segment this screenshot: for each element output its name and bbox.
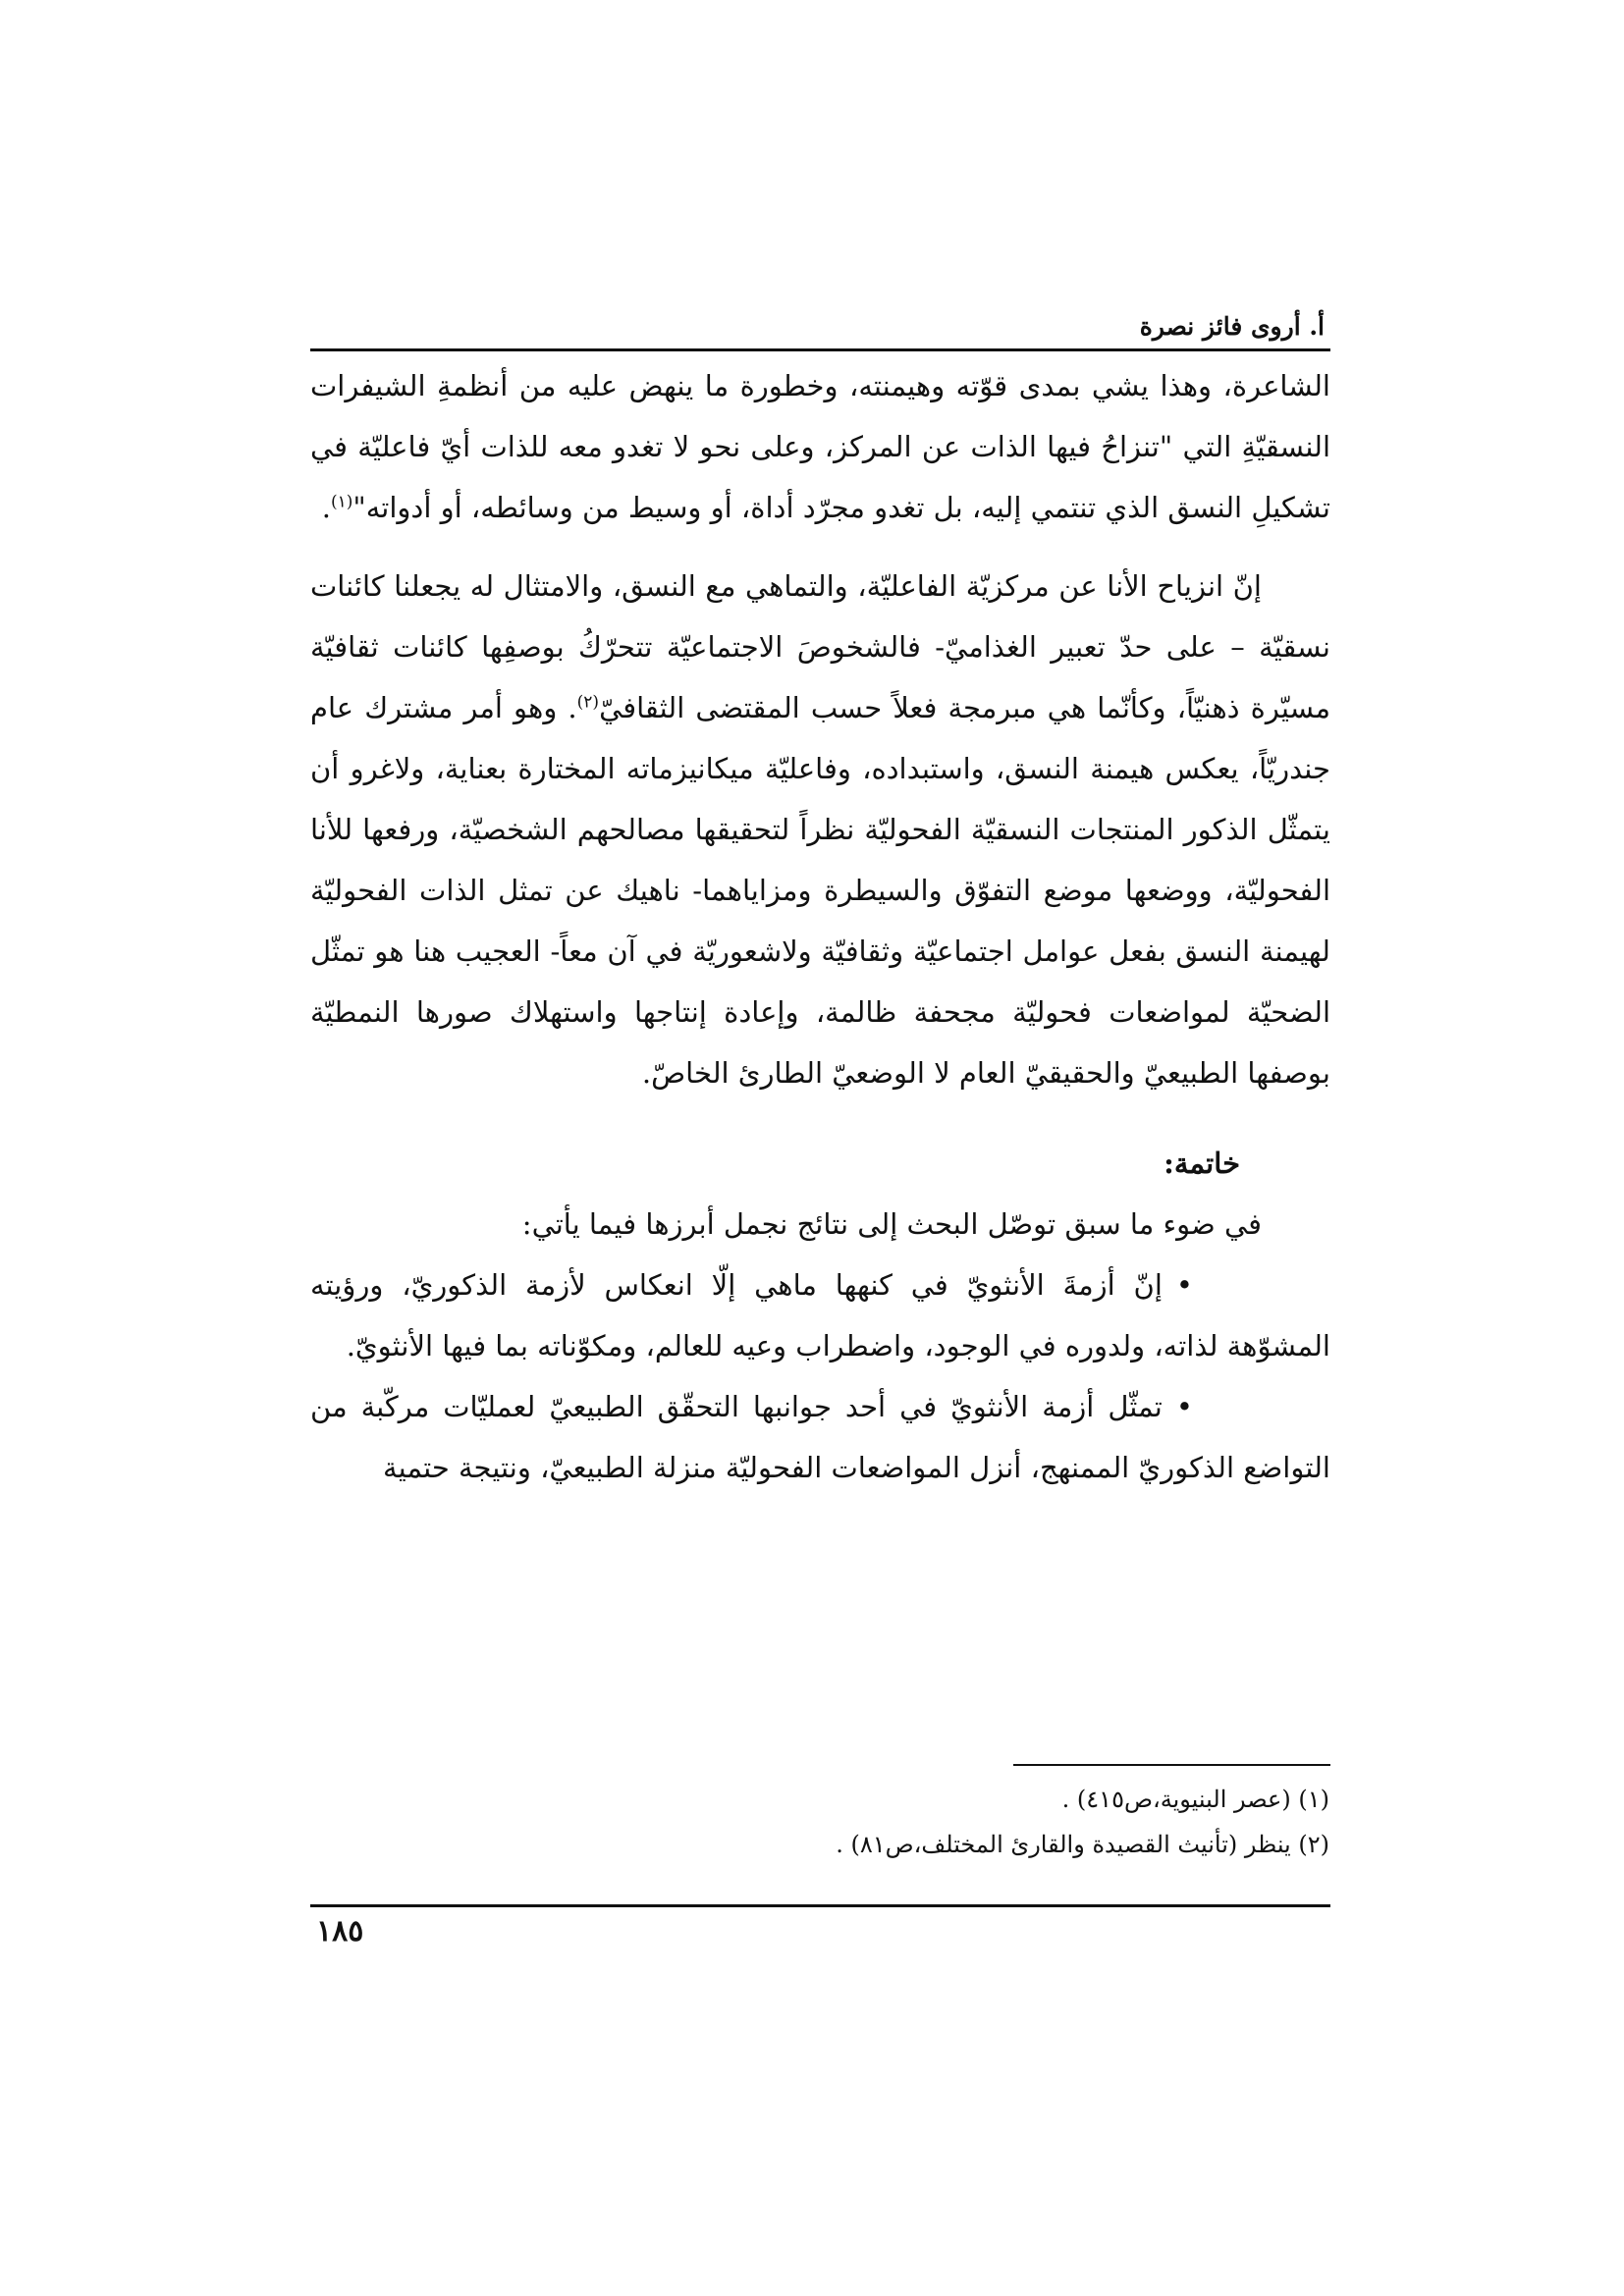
running-header-author: أ. أروى فائز نصرة <box>1139 312 1325 341</box>
bullet-icon: • <box>1175 1268 1193 1302</box>
paragraph-1 <box>310 355 1330 538</box>
paragraph-2-text-b: . وهو أمر مشترك عام جندريّاً، يعكس هيمنة النسق، واستبداده، وفاعليّة ميكانيزماته المختارة بعناية، ولاغرو أن يتمثّل الذكور المنتجات النسقيّة الفحوليّة نظراً لتحقيقها مصالحهم الشخصيّة، ورفعها للأنا الفحوليّة، ووضعها موضع التفوّق والسيطرة ومزاياهما- ناهيك عن تمثل الذات الفحوليّة لهيمنة النسق بفعل عوامل اجتماعيّة وثقافيّة ولاشعوريّة في آن معاً- العجيب هنا هو تمثّل الضحيّة لمواضعات فحوليّة مجحفة ظالمة، وإعادة إنتاجها واستهلاك صورها النمطيّة بوصفها الطبيعيّ والحقيقيّ العام لا الوضعيّ الطارئ الخاصّ. <box>310 691 1330 1090</box>
paragraph-2 <box>310 556 1330 1103</box>
paragraph-1-text: الشاعرة، وهذا يشي بمدى قوّته وهيمنته، وخطورة ما ينهض عليه من أنظمةِ الشيفرات النسقيّةِ التي "تنزاحُ فيها الذات عن المركز، وعلى نحو لا تغدو معه للذات أيّ فاعليّة في تشكيلِ النسق الذي تنتمي إليه، بل تغدو مجرّد أداة، أو وسيط من وسائطه، أو أدواته" <box>310 369 1330 524</box>
body-text <box>310 355 1330 1498</box>
footnote-2: (٢) ينظر (تأنيث القصيدة والقارئ المختلف،ص٨١) . <box>836 1831 1329 1858</box>
footnote-ref-1[interactable]: (١) <box>330 492 353 512</box>
bullet-item-2-text: تمثّل أزمة الأنثويّ في أحد جوانبها التحقّق الطبيعيّ لعمليّات مركّبة من التواضع الذكوريّ الممنهج، أنزل المواضعات الفحوليّة منزلة الطبيعيّ، ونتيجة حتمية <box>310 1390 1330 1484</box>
conclusion-intro: في ضوء ما سبق توصّل البحث إلى نتائج نجمل أبرزها فيما يأتي: <box>521 1207 1262 1241</box>
bullet-item-1-text: إنّ أزمةَ الأنثويّ في كنهها ماهي إلّا انعكاس لأزمة الذكوريّ، ورؤيته المشوّهة لذاته، ولدوره في الوجود، واضطراب وعيه للعالم، ومكوّناته بما فيها الأنثويّ. <box>310 1268 1330 1362</box>
footnotes <box>583 1777 1329 1867</box>
footnote-1: (١) (عصر البنيوية،ص٤١٥) . <box>1061 1786 1329 1813</box>
page-number: ١٨٥ <box>316 1914 364 1949</box>
bullet-item-2 <box>310 1376 1330 1498</box>
footnote-ref-2[interactable]: (٢) <box>576 692 600 713</box>
header-rule <box>310 348 1330 351</box>
footnote-separator <box>1013 1764 1330 1766</box>
bullet-item-1 <box>310 1255 1330 1376</box>
section-heading-conclusion: خاتمة: <box>1164 1147 1240 1180</box>
footer-rule <box>310 1904 1330 1907</box>
bullet-icon: • <box>1175 1390 1193 1423</box>
paragraph-1-end: . <box>321 491 331 524</box>
paragraph-2-text-a: إنّ انزياح الأنا عن مركزيّة الفاعليّة، والتماهي مع النسق، والامتثال له يجعلنا كائنات نسقيّة – على حدّ تعبير الغذاميّ- فالشخوصَ الاجتماعيّة تتحرّكُ بوصفِها كائنات ثقافيّة مسيّرة ذهنيّاً، وكأنّما هي مبرمجة فعلاً حسب المقتضى الثقافيّ <box>310 569 1330 724</box>
